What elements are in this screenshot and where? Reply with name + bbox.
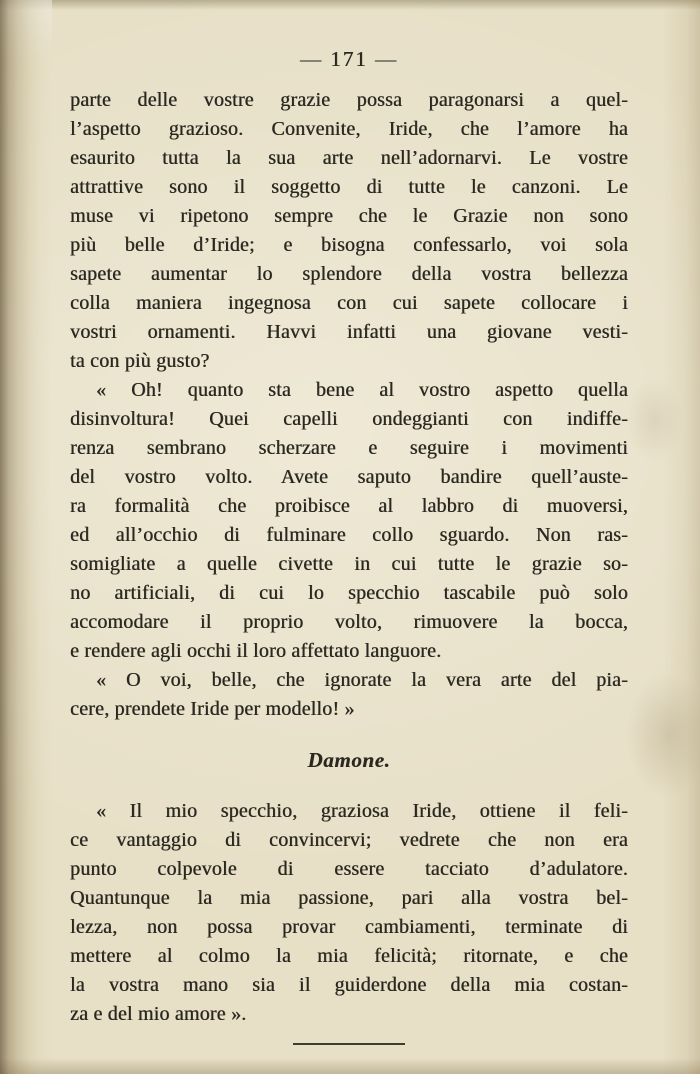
paragraph (70, 376, 628, 666)
text-line: attrattive sono il soggetto di tutte le canzoni. Le (70, 176, 628, 198)
text-line: l’aspetto grazioso. Convenite, Iride, che l’amore ha (70, 118, 628, 140)
section-heading: Damone. (307, 748, 391, 772)
text-line: « Il mio specchio, graziosa Iride, ottiene il feli- (96, 800, 628, 822)
text-line: ra formalità che proibisce al labbro di muoversi, (70, 495, 628, 517)
text-line: cere, prendete Iride per modello! » (70, 698, 355, 720)
text-line: ed all’occhio di fulminare collo sguardo. Non ras- (70, 524, 628, 546)
paragraph (70, 86, 628, 376)
text-line: più belle d’Iride; e bisogna confessarlo, voi sola (70, 234, 628, 256)
text-line: disinvoltura! Quei capelli ondeggianti con indiffe- (70, 408, 628, 430)
text-line: parte delle vostre grazie possa paragonarsi a quel- (70, 89, 628, 111)
text-line: del vostro volto. Avete saputo bandire quell’auste- (70, 466, 628, 488)
page-number: — 171 — (300, 47, 398, 71)
text-line: vostri ornamenti. Havvi infatti una giovane vesti- (70, 321, 628, 343)
text-line: muse vi ripetono sempre che le Grazie non sono (70, 205, 628, 227)
text-line: accomodare il proprio volto, rimuovere la bocca, (70, 611, 628, 633)
end-rule (293, 1043, 405, 1045)
paragraph (70, 797, 628, 1029)
text-line: somigliate a quelle civette in cui tutte le grazie so- (70, 553, 628, 575)
text-line: « O voi, belle, che ignorate la vera arte del pia- (96, 669, 628, 691)
text-line: sapete aumentar lo splendore della vostra bellezza (70, 263, 628, 285)
text-line: mettere al colmo la mia felicità; ritornate, e che (70, 945, 628, 967)
text-line: la vostra mano sia il guiderdone della mia costan- (70, 974, 628, 996)
text-line: ta con più gusto? (70, 350, 210, 372)
text-line: punto colpevole di essere tacciato d’adulatore. (70, 858, 628, 880)
text-line: esaurito tutta la sua arte nell’adornarvi. Le vostre (70, 147, 628, 169)
text-line: Quantunque la mia passione, pari alla vostra bel- (70, 887, 628, 909)
text-line: ce vantaggio di convincervi; vedrete che non era (70, 829, 628, 851)
text-line: za e del mio amore ». (70, 1003, 247, 1025)
book-binding-edge (0, 0, 52, 1074)
text-line: no artificiali, di cui lo specchio tascabile può solo (70, 582, 628, 604)
text-line: e rendere agli occhi il loro affettato languore. (70, 640, 442, 662)
paragraph (70, 666, 628, 724)
text-line: « Oh! quanto sta bene al vostro aspetto quella (96, 379, 628, 401)
text-line: renza sembrano scherzare e seguire i movimenti (70, 437, 628, 459)
text-line: colla maniera ingegnosa con cui sapete collocare i (70, 292, 628, 314)
text-line: lezza, non possa provar cambiamenti, terminate di (70, 916, 628, 938)
page-content (70, 0, 628, 1045)
